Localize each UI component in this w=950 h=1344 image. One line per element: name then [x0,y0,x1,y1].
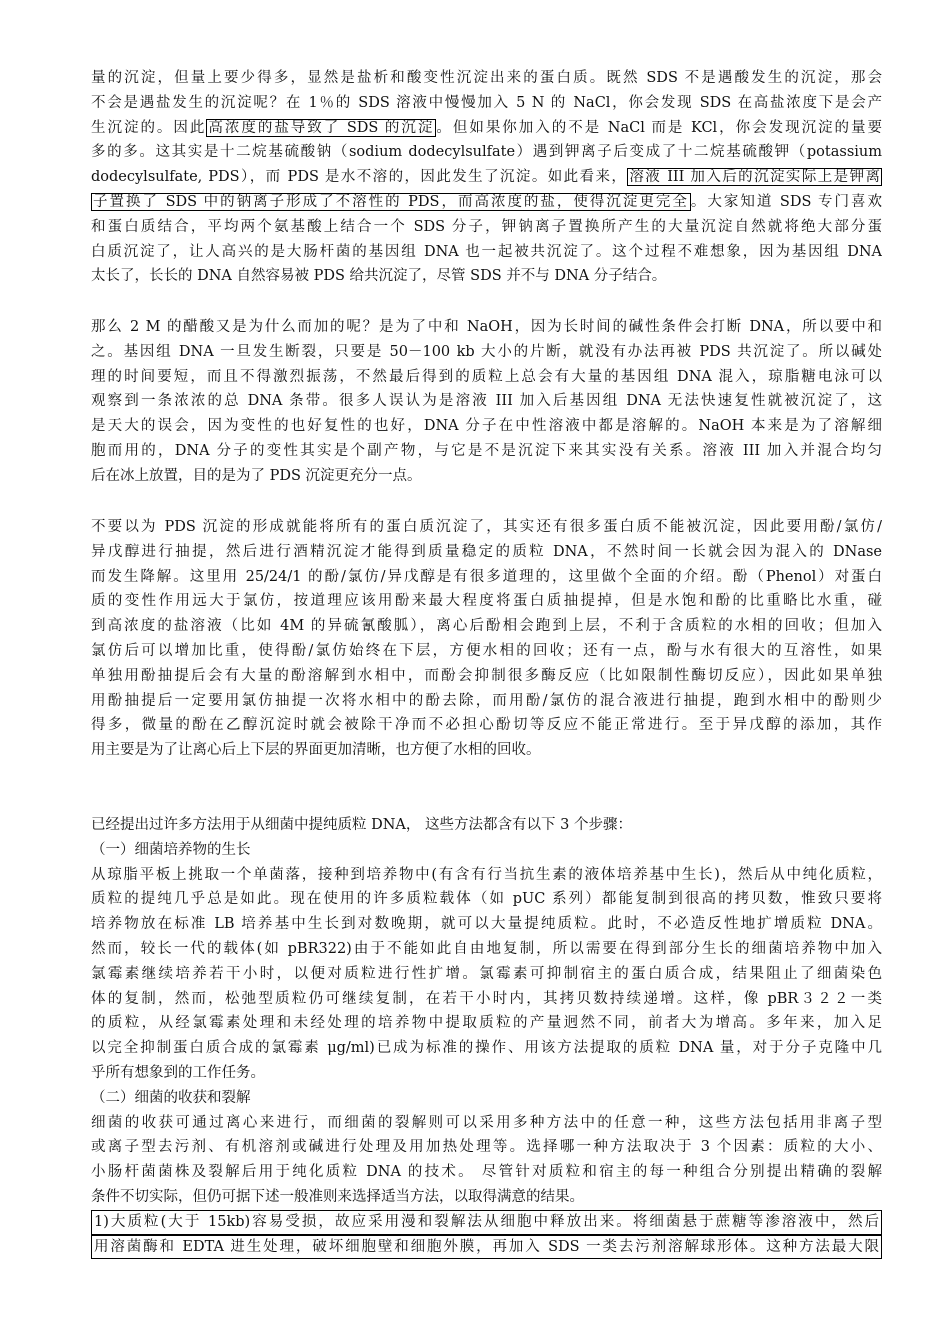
section-heading: （二）细菌的收获和裂解 [91,1089,251,1106]
paragraph-phenol-chloroform [91,515,882,763]
text-line: 单独用酚抽提后会有大量的酚溶解到水相中，而酚会抑制很多酶反应（比如限制性酶切反应），因此如果单独 [91,667,882,684]
text-line: 后在冰上放置，目的是为了 PDS 沉淀更充分一点。 [91,467,422,484]
text-span: 生沉淀的。因此 [91,119,207,136]
boxed-highlight: 高浓度的盐导致了 SDS 的沉淀 [208,119,435,136]
text-line [91,165,882,190]
text-span: dodecylsulfate, PDS），而 PDS 是水不溶的，因此发生了沉淀。如此看来， [91,169,628,186]
text-line: 太长了，长长的 DNA 自然容易被 PDS 给共沉淀了，尽管 SDS 并不与 DNA 分子结合。 [91,268,667,285]
text-line: 不会是遇盐发生的沉淀呢？在 1％的 SDS 溶液中慢慢加入 5 N 的 NaCl，你会发现 SDS 在高盐浓度下是会产 [91,94,882,111]
text-span: 。大家知道 SDS 专门喜欢 [690,193,882,210]
text-line: 而发生降解。这里用 25/24/1 的酚/氯仿/异戊醇是有很多道理的，这里做个全面的介绍。酚（Phenol）对蛋白 [91,568,882,585]
text-line: 培养物放在标准 LB 培养基中生长到对数晚期，就可以大量提纯质粒。此时，不必造反性地扩增质粒 DNA。 [91,916,882,933]
text-line: 用主要是为了让离心后上下层的界面更加清晰，也方便了水相的回收。 [91,742,541,759]
text-line: 质的变性作用远大于氯仿，按道理应该用酚来最大程度将蛋白质抽提掉，但是水饱和酚的比重略比水重，碰 [91,593,882,610]
text-line: 白质沉淀了，让人高兴的是大肠杆菌的基因组 DNA 也一起被共沉淀了。这个过程不难想象，因为基因组 DNA [91,243,882,260]
text-line: 用酚抽提后一定要用氯仿抽提一次将水相中的酚去除，而用酚/氯仿的混合液进行抽提，跑到水相中的酚则少 [91,692,882,709]
boxed-highlight: 子置换了 SDS 中的钠离子形成了不溶性的 PDS，而高浓度的盐，使得沉淀更完全 [93,193,689,210]
boxed-line: 1)大质粒(大于 15kb)容易受损，故应采用漫和裂解法从细胞中释放出来。将细菌悬于蔗糖等渗溶液中，然后 [91,1210,882,1235]
text-line: 异戊醇进行抽提，然后进行酒精沉淀才能得到质量稳定的质粒 DNA，不然时间一长就会因为混入的 DNase [91,543,882,560]
text-line [91,190,882,215]
text-line: 细菌的收获可通过离心来进行，而细菌的裂解则可以采用多种方法中的任意一种，这些方法包括用非离子型 [91,1114,882,1131]
text-line: 到高浓度的盐溶液（比如 4M 的异硫氰酸胍），离心后酚相会跑到上层，不利于含质粒的水相的回收；但加入 [91,618,882,635]
boxed-highlight: 溶液 III 加入后的沉淀实际上是钾离 [629,169,880,186]
text-line: 理的时间要短，而且不得激烈振荡，不然最后得到的质粒上总会有大量的基因组 DNA 混入，琼脂糖电泳可以 [91,368,882,385]
text-line: 然而，较长一代的载体(如 pBR322)由于不能如此自由地复制，所以需要在得到部分生长的细菌培养物中加入 [91,940,882,957]
text-line: 条件不切实际，但仍可据下述一般准则来选择适当方法，以取得满意的结果。 [91,1188,584,1205]
text-line: 氯霉素继续培养若干小时，以便对质粒进行性扩增。氯霉素可抑制宿主的蛋白质合成，结果阻止了细菌染色 [91,965,882,982]
text-line: 质粒的提纯几乎总是如此。现在使用的许多质粒载体（如 pUC 系列）都能复制到很高的拷贝数，惟致只要将 [91,891,882,908]
text-line: 不要以为 PDS 沉淀的形成就能将所有的蛋白质沉淀了，其实还有很多蛋白质不能被沉淀，因此要用酚/氯仿/ [91,519,882,535]
paragraph-sds-precipitation [91,66,882,289]
section-heading: （一）细菌培养物的生长 [91,841,251,858]
text-line: 氯仿后可以增加比重，使得酚/氯仿始终在下层，方便水相的回收；还有一点，酚与水有很大的互溶性，如果 [91,642,882,659]
text-line: 和蛋白质结合，平均两个氨基酸上结合一个 SDS 分子，钾钠离子置换所产生的大量沉淀自然就将绝大部分蛋 [91,218,882,235]
text-line [91,116,882,141]
text-line: 的质粒，从经氯霉素处理和未经处理的培养物中提取质粒的产量迥然不同，前者大为增高。多年来，加入足 [91,1015,882,1032]
text-line: 之。基因组 DNA 一旦发生断裂，只要是 50－100 kb 大小的片断，就没有办法再被 PDS 共沉淀了。所以碱处 [91,343,882,360]
text-line: 已经提出过许多方法用于从细菌中提纯质粒 DNA， 这些方法都含有以下 3 个步骤： [91,817,632,833]
text-line: 观察到一条浓浓的总 DNA 条带。很多人误认为是溶液 III 加入后基因组 DNA 无法快速复性就被沉淀了，这 [91,393,882,410]
text-line: 胞而用的，DNA 分子的变性其实是个副产物，与它是不是沉淀下来其实没有关系。溶液 III 加入并混合均匀 [91,442,882,459]
boxed-line: 用溶菌酶和 EDTA 进生处理，破坏细胞壁和细胞外膜，再加入 SDS 一类去污剂溶解球形体。这种方法最大限 [91,1235,882,1260]
paragraph-acetic-acid [91,315,882,489]
text-line: 从琼脂平板上挑取一个单菌落，接种到培养物中(有含有行当抗生素的液体培养基中生长)，然后从中纯化质粒， [91,866,882,883]
text-span: 。但如果你加入的不是 NaCl 而是 KCl，你会发现沉淀的量要 [436,119,882,136]
text-line: 以完全抑制蛋白质合成的氯霉素 μg/ml)已成为标准的操作、用该方法提取的质粒 DNA 量，对于分子克隆中几 [91,1040,882,1057]
text-line: 多的多。这其实是十二烷基硫酸钠（sodium dodecylsulfate）遇到钾离子后变成了十二烷基硫酸钾（potassium [91,144,882,161]
section-plasmid-purification [91,813,882,1259]
text-line: 乎所有想象到的工作任务。 [91,1064,265,1081]
text-line: 量的沉淀，但量上要少得多，显然是盐析和酸变性沉淀出来的蛋白质。既然 SDS 不是遇酸发生的沉淀，那会 [91,70,882,86]
text-line: 小肠杆菌菌株及裂解后用于纯化质粒 DNA 的技术。 尽管针对质粒和宿主的每一种组合分别提出精确的裂解 [91,1164,882,1181]
text-line: 是天大的误会，因为变性的也好复性的也好，DNA 分子在中性溶液中都是溶解的。NaOH 本来是为了溶解细 [91,418,882,435]
text-line: 得多，微量的酚在乙醇沉淀时就会被除干净而不必担心酚切等反应不能正常进行。至于异戊醇的添加，其作 [91,717,882,734]
text-line: 体的复制，然而，松弛型质粒仍可继续复制，在若干小时内，其拷贝数持续递增。这样，像 pBR３２２一类 [91,990,882,1007]
text-line: 那么 2 M 的醋酸又是为什么而加的呢？是为了中和 NaOH，因为长时间的碱性条件会打断 DNA，所以要中和 [91,319,882,335]
text-line: 或离子型去污剂、有机溶剂或碱进行处理及用加热处理等。选择哪一种方法取决于 3 个因素：质粒的大小、 [91,1139,882,1156]
